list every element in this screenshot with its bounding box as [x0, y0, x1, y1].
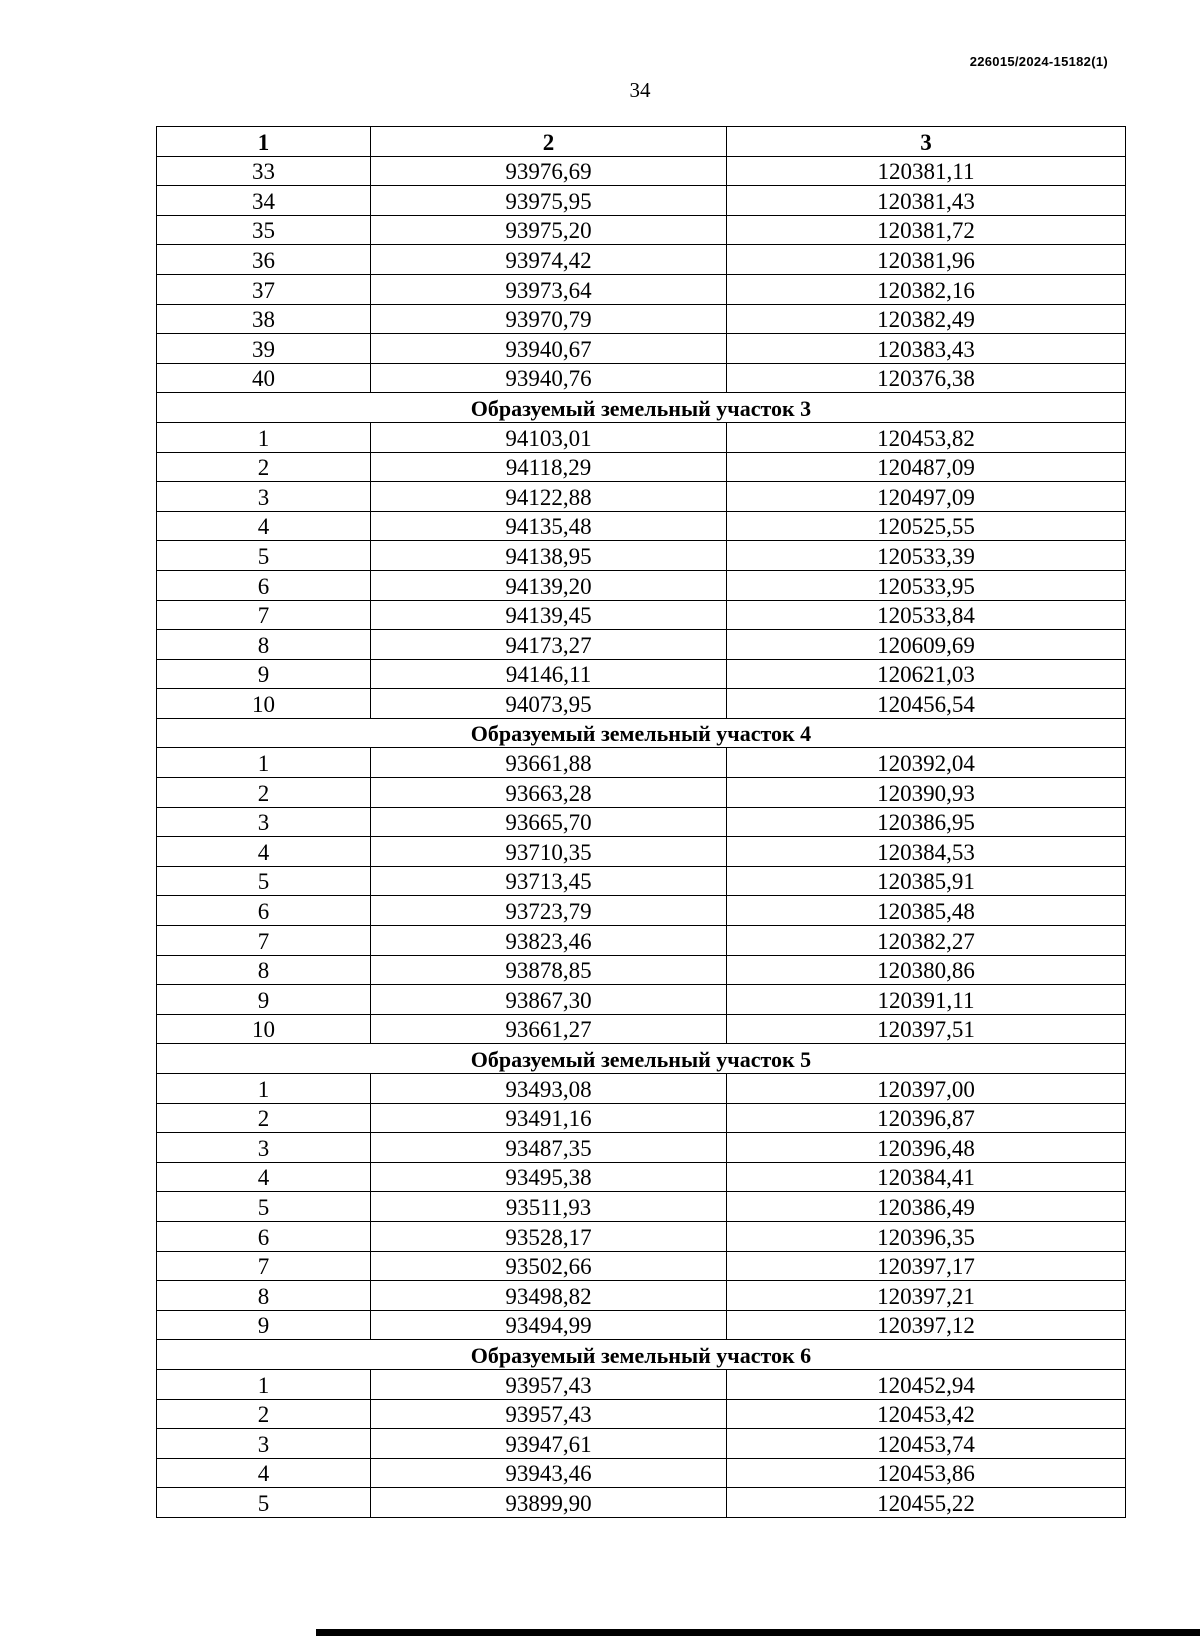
y-coordinate-cell: 120397,21 — [727, 1281, 1126, 1311]
table-row — [157, 541, 1126, 571]
table-row — [157, 511, 1126, 541]
x-coordinate-cell: 94103,01 — [371, 422, 727, 452]
y-coordinate-cell: 120396,87 — [727, 1103, 1126, 1133]
x-coordinate-cell: 94139,45 — [371, 600, 727, 630]
y-coordinate-cell: 120397,12 — [727, 1310, 1126, 1340]
point-number-cell: 10 — [157, 689, 371, 719]
x-coordinate-cell: 93710,35 — [371, 837, 727, 867]
x-coordinate-cell: 93975,95 — [371, 186, 727, 216]
y-coordinate-cell: 120384,53 — [727, 837, 1126, 867]
x-coordinate-cell: 93970,79 — [371, 304, 727, 334]
table-row — [157, 1133, 1126, 1163]
y-coordinate-cell: 120397,00 — [727, 1074, 1126, 1104]
point-number-cell: 4 — [157, 1162, 371, 1192]
point-number-cell: 4 — [157, 511, 371, 541]
point-number-cell: 6 — [157, 896, 371, 926]
table-row — [157, 748, 1126, 778]
point-number-cell: 4 — [157, 1458, 371, 1488]
x-coordinate-cell: 93878,85 — [371, 955, 727, 985]
x-coordinate-cell: 94122,88 — [371, 482, 727, 512]
table-row — [157, 1074, 1126, 1104]
point-number-cell: 6 — [157, 1221, 371, 1251]
point-number-cell: 3 — [157, 1133, 371, 1163]
table-row — [157, 1488, 1126, 1518]
point-number-cell: 8 — [157, 1281, 371, 1311]
y-coordinate-cell: 120456,54 — [727, 689, 1126, 719]
table-row — [157, 1399, 1126, 1429]
point-number-cell: 5 — [157, 866, 371, 896]
table-row — [157, 659, 1126, 689]
point-number-cell: 1 — [157, 748, 371, 778]
section-title: Образуемый земельный участок 6 — [157, 1340, 1126, 1370]
x-coordinate-cell: 93663,28 — [371, 778, 727, 808]
x-coordinate-cell: 93665,70 — [371, 807, 727, 837]
y-coordinate-cell: 120390,93 — [727, 778, 1126, 808]
point-number-cell: 1 — [157, 1074, 371, 1104]
x-coordinate-cell: 93957,43 — [371, 1399, 727, 1429]
table-row — [157, 807, 1126, 837]
point-number-cell: 36 — [157, 245, 371, 275]
point-number-cell: 8 — [157, 630, 371, 660]
x-coordinate-cell: 93973,64 — [371, 274, 727, 304]
table-row — [157, 1162, 1126, 1192]
point-number-cell: 3 — [157, 1429, 371, 1459]
x-coordinate-cell: 93957,43 — [371, 1369, 727, 1399]
table-header-row — [157, 127, 1126, 157]
y-coordinate-cell: 120453,74 — [727, 1429, 1126, 1459]
point-number-cell: 40 — [157, 363, 371, 393]
y-coordinate-cell: 120385,48 — [727, 896, 1126, 926]
header-cell-y: 3 — [727, 127, 1126, 157]
coordinates-table-body — [157, 127, 1126, 1518]
y-coordinate-cell: 120397,51 — [727, 1014, 1126, 1044]
y-coordinate-cell: 120381,96 — [727, 245, 1126, 275]
point-number-cell: 5 — [157, 1488, 371, 1518]
table-row — [157, 186, 1126, 216]
y-coordinate-cell: 120386,95 — [727, 807, 1126, 837]
table-row — [157, 304, 1126, 334]
y-coordinate-cell: 120386,49 — [727, 1192, 1126, 1222]
point-number-cell: 2 — [157, 1399, 371, 1429]
y-coordinate-cell: 120453,42 — [727, 1399, 1126, 1429]
x-coordinate-cell: 93940,67 — [371, 334, 727, 364]
x-coordinate-cell: 93502,66 — [371, 1251, 727, 1281]
table-row — [157, 1281, 1126, 1311]
section-title: Образуемый земельный участок 4 — [157, 718, 1126, 748]
x-coordinate-cell: 93511,93 — [371, 1192, 727, 1222]
point-number-cell: 1 — [157, 1369, 371, 1399]
y-coordinate-cell: 120381,72 — [727, 215, 1126, 245]
section-title-row — [157, 1044, 1126, 1074]
table-row — [157, 689, 1126, 719]
y-coordinate-cell: 120453,86 — [727, 1458, 1126, 1488]
x-coordinate-cell: 93661,88 — [371, 748, 727, 778]
y-coordinate-cell: 120533,39 — [727, 541, 1126, 571]
x-coordinate-cell: 93491,16 — [371, 1103, 727, 1133]
table-row — [157, 570, 1126, 600]
x-coordinate-cell: 93899,90 — [371, 1488, 727, 1518]
table-row — [157, 896, 1126, 926]
section-title: Образуемый земельный участок 5 — [157, 1044, 1126, 1074]
x-coordinate-cell: 93947,61 — [371, 1429, 727, 1459]
y-coordinate-cell: 120384,41 — [727, 1162, 1126, 1192]
x-coordinate-cell: 93713,45 — [371, 866, 727, 896]
point-number-cell: 1 — [157, 422, 371, 452]
point-number-cell: 7 — [157, 600, 371, 630]
point-number-cell: 6 — [157, 570, 371, 600]
x-coordinate-cell: 93487,35 — [371, 1133, 727, 1163]
table-row — [157, 985, 1126, 1015]
point-number-cell: 37 — [157, 274, 371, 304]
point-number-cell: 3 — [157, 807, 371, 837]
y-coordinate-cell: 120376,38 — [727, 363, 1126, 393]
y-coordinate-cell: 120533,84 — [727, 600, 1126, 630]
table-row — [157, 334, 1126, 364]
table-row — [157, 926, 1126, 956]
point-number-cell: 5 — [157, 541, 371, 571]
point-number-cell: 7 — [157, 926, 371, 956]
table-row — [157, 866, 1126, 896]
y-coordinate-cell: 120621,03 — [727, 659, 1126, 689]
scan-edge-bar — [316, 1629, 1200, 1636]
y-coordinate-cell: 120396,35 — [727, 1221, 1126, 1251]
point-number-cell: 34 — [157, 186, 371, 216]
x-coordinate-cell: 94073,95 — [371, 689, 727, 719]
x-coordinate-cell: 94135,48 — [371, 511, 727, 541]
point-number-cell: 9 — [157, 659, 371, 689]
table-row — [157, 156, 1126, 186]
table-row — [157, 1014, 1126, 1044]
y-coordinate-cell: 120385,91 — [727, 866, 1126, 896]
y-coordinate-cell: 120533,95 — [727, 570, 1126, 600]
point-number-cell: 8 — [157, 955, 371, 985]
table-row — [157, 778, 1126, 808]
x-coordinate-cell: 93976,69 — [371, 156, 727, 186]
table-row — [157, 245, 1126, 275]
section-title: Образуемый земельный участок 3 — [157, 393, 1126, 423]
table-row — [157, 363, 1126, 393]
y-coordinate-cell: 120609,69 — [727, 630, 1126, 660]
document-id: 226015/2024-15182(1) — [969, 54, 1108, 69]
table-row — [157, 215, 1126, 245]
y-coordinate-cell: 120392,04 — [727, 748, 1126, 778]
header-cell-x: 2 — [371, 127, 727, 157]
y-coordinate-cell: 120453,82 — [727, 422, 1126, 452]
x-coordinate-cell: 93975,20 — [371, 215, 727, 245]
x-coordinate-cell: 93723,79 — [371, 896, 727, 926]
point-number-cell: 35 — [157, 215, 371, 245]
table-row — [157, 1310, 1126, 1340]
table-row — [157, 1192, 1126, 1222]
y-coordinate-cell: 120382,49 — [727, 304, 1126, 334]
x-coordinate-cell: 93495,38 — [371, 1162, 727, 1192]
x-coordinate-cell: 93940,76 — [371, 363, 727, 393]
y-coordinate-cell: 120391,11 — [727, 985, 1126, 1015]
point-number-cell: 38 — [157, 304, 371, 334]
point-number-cell: 33 — [157, 156, 371, 186]
x-coordinate-cell: 93974,42 — [371, 245, 727, 275]
table-row — [157, 1458, 1126, 1488]
x-coordinate-cell: 93494,99 — [371, 1310, 727, 1340]
table-row — [157, 630, 1126, 660]
y-coordinate-cell: 120383,43 — [727, 334, 1126, 364]
point-number-cell: 2 — [157, 452, 371, 482]
x-coordinate-cell: 93823,46 — [371, 926, 727, 956]
table-row — [157, 1251, 1126, 1281]
point-number-cell: 10 — [157, 1014, 371, 1044]
y-coordinate-cell: 120382,27 — [727, 926, 1126, 956]
y-coordinate-cell: 120455,22 — [727, 1488, 1126, 1518]
y-coordinate-cell: 120487,09 — [727, 452, 1126, 482]
x-coordinate-cell: 94146,11 — [371, 659, 727, 689]
x-coordinate-cell: 93867,30 — [371, 985, 727, 1015]
point-number-cell: 3 — [157, 482, 371, 512]
table-row — [157, 1103, 1126, 1133]
point-number-cell: 9 — [157, 1310, 371, 1340]
coordinates-table — [156, 126, 1126, 1518]
x-coordinate-cell: 93528,17 — [371, 1221, 727, 1251]
y-coordinate-cell: 120525,55 — [727, 511, 1126, 541]
table-row — [157, 274, 1126, 304]
table-row — [157, 837, 1126, 867]
table-row — [157, 1221, 1126, 1251]
x-coordinate-cell: 93661,27 — [371, 1014, 727, 1044]
x-coordinate-cell: 93498,82 — [371, 1281, 727, 1311]
table-row — [157, 600, 1126, 630]
point-number-cell: 2 — [157, 778, 371, 808]
header-cell-point: 1 — [157, 127, 371, 157]
y-coordinate-cell: 120452,94 — [727, 1369, 1126, 1399]
point-number-cell: 4 — [157, 837, 371, 867]
point-number-cell: 5 — [157, 1192, 371, 1222]
point-number-cell: 9 — [157, 985, 371, 1015]
table-row — [157, 452, 1126, 482]
point-number-cell: 39 — [157, 334, 371, 364]
x-coordinate-cell: 94118,29 — [371, 452, 727, 482]
section-title-row — [157, 718, 1126, 748]
y-coordinate-cell: 120380,86 — [727, 955, 1126, 985]
y-coordinate-cell: 120497,09 — [727, 482, 1126, 512]
x-coordinate-cell: 93493,08 — [371, 1074, 727, 1104]
page-number: 34 — [629, 78, 651, 102]
point-number-cell: 7 — [157, 1251, 371, 1281]
table-row — [157, 482, 1126, 512]
y-coordinate-cell: 120382,16 — [727, 274, 1126, 304]
point-number-cell: 2 — [157, 1103, 371, 1133]
table-row — [157, 955, 1126, 985]
y-coordinate-cell: 120381,43 — [727, 186, 1126, 216]
y-coordinate-cell: 120381,11 — [727, 156, 1126, 186]
table-row — [157, 1429, 1126, 1459]
x-coordinate-cell: 94139,20 — [371, 570, 727, 600]
section-title-row — [157, 1340, 1126, 1370]
table-row — [157, 422, 1126, 452]
x-coordinate-cell: 94173,27 — [371, 630, 727, 660]
table-row — [157, 1369, 1126, 1399]
x-coordinate-cell: 93943,46 — [371, 1458, 727, 1488]
section-title-row — [157, 393, 1126, 423]
y-coordinate-cell: 120396,48 — [727, 1133, 1126, 1163]
y-coordinate-cell: 120397,17 — [727, 1251, 1126, 1281]
x-coordinate-cell: 94138,95 — [371, 541, 727, 571]
